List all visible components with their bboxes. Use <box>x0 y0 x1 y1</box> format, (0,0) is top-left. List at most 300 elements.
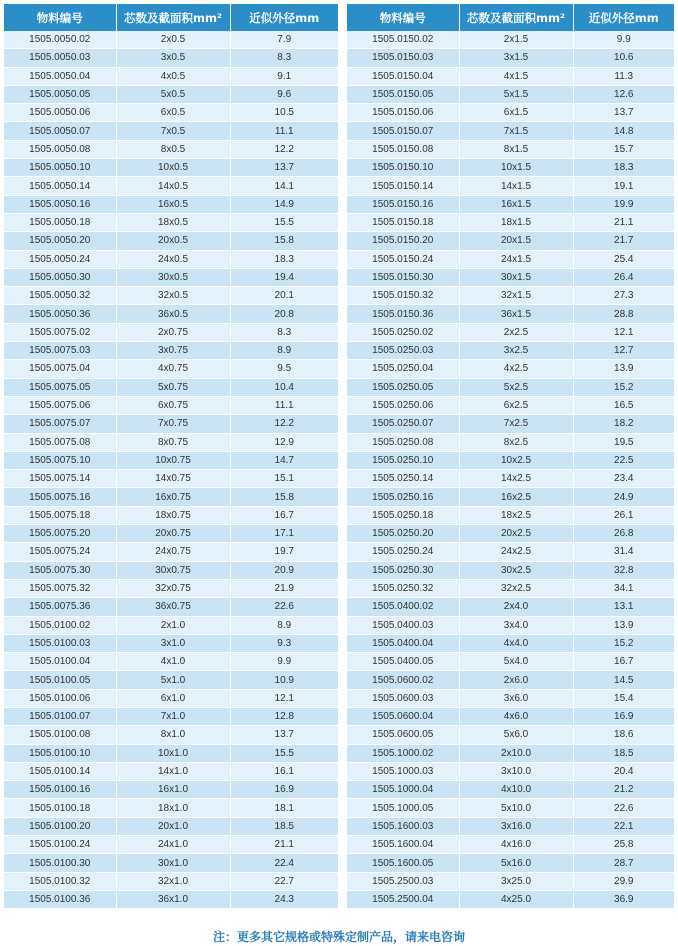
cell-part-number: 1505.0150.18 <box>347 213 459 231</box>
cell-part-number: 1505.0150.20 <box>347 232 459 250</box>
cell-cores-cross-section: 8x0.5 <box>116 140 230 158</box>
cell-outer-diameter: 7.9 <box>230 31 338 49</box>
cell-cores-cross-section: 3x16.0 <box>459 817 573 835</box>
cell-cores-cross-section: 6x2.5 <box>459 396 573 414</box>
cell-cores-cross-section: 24x1.5 <box>459 250 573 268</box>
cell-cores-cross-section: 24x1.0 <box>116 836 230 854</box>
cell-cores-cross-section: 4x10.0 <box>459 781 573 799</box>
cell-cores-cross-section: 8x0.75 <box>116 433 230 451</box>
cell-part-number: 1505.0250.03 <box>347 342 459 360</box>
cell-cores-cross-section: 32x0.75 <box>116 579 230 597</box>
cell-outer-diameter: 11.1 <box>230 396 338 414</box>
cell-outer-diameter: 14.8 <box>573 122 674 140</box>
table-row <box>347 396 674 414</box>
cell-cores-cross-section: 10x0.5 <box>116 159 230 177</box>
cell-outer-diameter: 32.8 <box>573 561 674 579</box>
table-row <box>347 762 674 780</box>
cell-part-number: 1505.0400.02 <box>347 598 459 616</box>
table-row <box>4 122 338 140</box>
cell-outer-diameter: 16.9 <box>573 707 674 725</box>
table-row <box>4 177 338 195</box>
cell-cores-cross-section: 5x16.0 <box>459 854 573 872</box>
cell-part-number: 1505.1000.02 <box>347 744 459 762</box>
table-row <box>347 415 674 433</box>
cell-outer-diameter: 15.1 <box>230 470 338 488</box>
cell-cores-cross-section: 18x2.5 <box>459 506 573 524</box>
table-row <box>347 854 674 872</box>
cell-cores-cross-section: 7x1.5 <box>459 122 573 140</box>
cell-part-number: 1505.0075.18 <box>4 506 116 524</box>
cell-cores-cross-section: 20x1.5 <box>459 232 573 250</box>
cell-part-number: 1505.0100.02 <box>4 616 116 634</box>
cell-cores-cross-section: 30x0.5 <box>116 268 230 286</box>
table-row <box>4 616 338 634</box>
cell-cores-cross-section: 2x2.5 <box>459 323 573 341</box>
cell-outer-diameter: 21.1 <box>230 836 338 854</box>
table-row <box>4 653 338 671</box>
cell-part-number: 1505.0050.06 <box>4 104 116 122</box>
cell-part-number: 1505.1000.05 <box>347 799 459 817</box>
table-row <box>4 213 338 231</box>
cell-part-number: 1505.0250.08 <box>347 433 459 451</box>
cell-outer-diameter: 13.1 <box>573 598 674 616</box>
table-row <box>347 890 674 908</box>
cell-cores-cross-section: 4x16.0 <box>459 836 573 854</box>
cell-cores-cross-section: 4x1.5 <box>459 67 573 85</box>
table-row <box>4 598 338 616</box>
cell-part-number: 1505.0100.14 <box>4 762 116 780</box>
table-row <box>347 49 674 67</box>
table-row <box>347 488 674 506</box>
cell-outer-diameter: 21.2 <box>573 781 674 799</box>
cell-part-number: 1505.0250.18 <box>347 506 459 524</box>
cell-outer-diameter: 27.3 <box>573 287 674 305</box>
cell-part-number: 1505.0100.03 <box>4 634 116 652</box>
cell-outer-diameter: 22.4 <box>230 854 338 872</box>
table-row <box>4 726 338 744</box>
table-row <box>4 415 338 433</box>
cell-outer-diameter: 16.7 <box>230 506 338 524</box>
cell-cores-cross-section: 10x0.75 <box>116 451 230 469</box>
cell-outer-diameter: 8.3 <box>230 323 338 341</box>
cell-outer-diameter: 28.7 <box>573 854 674 872</box>
cell-outer-diameter: 12.6 <box>573 85 674 103</box>
table-row <box>4 195 338 213</box>
cell-cores-cross-section: 2x1.0 <box>116 616 230 634</box>
table-row <box>4 799 338 817</box>
cell-part-number: 1505.0100.24 <box>4 836 116 854</box>
table-row <box>4 287 338 305</box>
table-row <box>347 671 674 689</box>
cell-part-number: 1505.0600.03 <box>347 689 459 707</box>
cell-cores-cross-section: 14x0.5 <box>116 177 230 195</box>
cell-outer-diameter: 21.7 <box>573 232 674 250</box>
cell-outer-diameter: 20.8 <box>230 305 338 323</box>
cell-cores-cross-section: 4x6.0 <box>459 707 573 725</box>
cell-outer-diameter: 19.9 <box>573 195 674 213</box>
table-body-right <box>347 31 674 909</box>
table-row <box>347 159 674 177</box>
cell-cores-cross-section: 6x1.0 <box>116 689 230 707</box>
cell-outer-diameter: 9.3 <box>230 634 338 652</box>
cell-part-number: 1505.1000.03 <box>347 762 459 780</box>
cell-outer-diameter: 22.1 <box>573 817 674 835</box>
cell-part-number: 1505.0150.06 <box>347 104 459 122</box>
table-row <box>347 67 674 85</box>
cell-outer-diameter: 34.1 <box>573 579 674 597</box>
table-row <box>347 360 674 378</box>
header-outer-diameter: 近似外径mm <box>573 4 674 31</box>
cell-part-number: 1505.0050.30 <box>4 268 116 286</box>
cell-part-number: 1505.0150.03 <box>347 49 459 67</box>
cell-outer-diameter: 10.6 <box>573 49 674 67</box>
table-row <box>347 653 674 671</box>
cell-part-number: 1505.0075.05 <box>4 378 116 396</box>
cell-outer-diameter: 26.1 <box>573 506 674 524</box>
cell-outer-diameter: 10.9 <box>230 671 338 689</box>
cell-part-number: 1505.0075.32 <box>4 579 116 597</box>
cell-outer-diameter: 28.8 <box>573 305 674 323</box>
cell-part-number: 1505.0100.36 <box>4 890 116 908</box>
table-row <box>347 561 674 579</box>
cell-part-number: 1505.0075.10 <box>4 451 116 469</box>
cell-outer-diameter: 15.8 <box>230 232 338 250</box>
table-row <box>347 781 674 799</box>
table-row <box>4 689 338 707</box>
table-row <box>4 525 338 543</box>
table-row <box>347 689 674 707</box>
cell-cores-cross-section: 24x2.5 <box>459 543 573 561</box>
table-row <box>4 836 338 854</box>
cell-part-number: 1505.0075.02 <box>4 323 116 341</box>
cell-cores-cross-section: 20x0.5 <box>116 232 230 250</box>
table-header-row <box>347 4 674 31</box>
cell-cores-cross-section: 24x0.75 <box>116 543 230 561</box>
cell-part-number: 1505.0100.32 <box>4 872 116 890</box>
table-row <box>4 488 338 506</box>
spec-table-left <box>4 4 338 909</box>
cell-outer-diameter: 18.3 <box>230 250 338 268</box>
cell-cores-cross-section: 2x0.5 <box>116 31 230 49</box>
cell-cores-cross-section: 18x0.75 <box>116 506 230 524</box>
cell-cores-cross-section: 4x4.0 <box>459 634 573 652</box>
spec-table-right <box>347 4 674 909</box>
table-row <box>4 305 338 323</box>
cell-cores-cross-section: 5x6.0 <box>459 726 573 744</box>
cell-cores-cross-section: 7x2.5 <box>459 415 573 433</box>
cell-cores-cross-section: 3x2.5 <box>459 342 573 360</box>
table-row <box>347 342 674 360</box>
cell-outer-diameter: 15.5 <box>230 213 338 231</box>
cell-part-number: 1505.0050.08 <box>4 140 116 158</box>
cell-outer-diameter: 9.9 <box>573 31 674 49</box>
cell-cores-cross-section: 16x1.0 <box>116 781 230 799</box>
table-row <box>4 762 338 780</box>
cell-outer-diameter: 16.9 <box>230 781 338 799</box>
cell-outer-diameter: 9.6 <box>230 85 338 103</box>
cell-cores-cross-section: 18x1.5 <box>459 213 573 231</box>
cell-part-number: 1505.0100.18 <box>4 799 116 817</box>
table-row <box>4 250 338 268</box>
table-row <box>347 744 674 762</box>
cell-cores-cross-section: 4x0.75 <box>116 360 230 378</box>
header-part-number: 物料编号 <box>347 4 459 31</box>
table-row <box>347 195 674 213</box>
table-row <box>347 451 674 469</box>
table-row <box>347 213 674 231</box>
cell-outer-diameter: 13.9 <box>573 616 674 634</box>
cell-cores-cross-section: 5x10.0 <box>459 799 573 817</box>
table-row <box>347 140 674 158</box>
table-row <box>4 360 338 378</box>
cell-cores-cross-section: 36x0.75 <box>116 598 230 616</box>
cell-part-number: 1505.0050.03 <box>4 49 116 67</box>
table-row <box>347 305 674 323</box>
table-row <box>347 268 674 286</box>
cell-outer-diameter: 12.1 <box>230 689 338 707</box>
cell-part-number: 1505.0250.32 <box>347 579 459 597</box>
cell-cores-cross-section: 5x1.5 <box>459 85 573 103</box>
table-row <box>347 836 674 854</box>
cell-part-number: 1505.0100.05 <box>4 671 116 689</box>
cell-part-number: 1505.2500.04 <box>347 890 459 908</box>
cell-part-number: 1505.0250.24 <box>347 543 459 561</box>
cell-part-number: 1505.0150.02 <box>347 31 459 49</box>
cell-cores-cross-section: 7x0.75 <box>116 415 230 433</box>
cell-cores-cross-section: 14x0.75 <box>116 470 230 488</box>
cell-outer-diameter: 15.7 <box>573 140 674 158</box>
table-row <box>4 854 338 872</box>
cell-cores-cross-section: 10x2.5 <box>459 451 573 469</box>
cell-part-number: 1505.0075.06 <box>4 396 116 414</box>
cell-outer-diameter: 12.2 <box>230 140 338 158</box>
cell-cores-cross-section: 20x1.0 <box>116 817 230 835</box>
cell-cores-cross-section: 24x0.5 <box>116 250 230 268</box>
table-row <box>347 872 674 890</box>
cell-outer-diameter: 19.7 <box>230 543 338 561</box>
cell-outer-diameter: 15.8 <box>230 488 338 506</box>
cell-part-number: 1505.0250.30 <box>347 561 459 579</box>
cell-outer-diameter: 19.4 <box>230 268 338 286</box>
table-row <box>4 31 338 49</box>
cell-outer-diameter: 22.6 <box>573 799 674 817</box>
cell-outer-diameter: 21.9 <box>230 579 338 597</box>
table-row <box>347 85 674 103</box>
cell-outer-diameter: 31.4 <box>573 543 674 561</box>
cell-cores-cross-section: 32x1.0 <box>116 872 230 890</box>
cell-part-number: 1505.0075.04 <box>4 360 116 378</box>
cell-part-number: 1505.0150.05 <box>347 85 459 103</box>
cell-outer-diameter: 25.8 <box>573 836 674 854</box>
cell-outer-diameter: 18.3 <box>573 159 674 177</box>
table-row <box>347 433 674 451</box>
cell-outer-diameter: 16.5 <box>573 396 674 414</box>
table-row <box>347 543 674 561</box>
cell-outer-diameter: 21.1 <box>573 213 674 231</box>
cell-part-number: 1505.0250.02 <box>347 323 459 341</box>
cell-outer-diameter: 15.5 <box>230 744 338 762</box>
table-row <box>347 232 674 250</box>
cell-outer-diameter: 24.3 <box>230 890 338 908</box>
cell-part-number: 1505.0250.20 <box>347 525 459 543</box>
table-row <box>4 634 338 652</box>
cell-part-number: 1505.0250.06 <box>347 396 459 414</box>
cell-part-number: 1505.0050.05 <box>4 85 116 103</box>
cell-cores-cross-section: 30x0.75 <box>116 561 230 579</box>
cell-outer-diameter: 26.4 <box>573 268 674 286</box>
cell-outer-diameter: 12.1 <box>573 323 674 341</box>
cell-outer-diameter: 18.2 <box>573 415 674 433</box>
cell-cores-cross-section: 16x0.75 <box>116 488 230 506</box>
cell-part-number: 1505.1600.04 <box>347 836 459 854</box>
cell-part-number: 1505.0050.24 <box>4 250 116 268</box>
table-row <box>4 470 338 488</box>
cell-part-number: 1505.0075.16 <box>4 488 116 506</box>
cell-part-number: 1505.0600.05 <box>347 726 459 744</box>
cell-cores-cross-section: 4x25.0 <box>459 890 573 908</box>
cell-outer-diameter: 18.5 <box>230 817 338 835</box>
cell-outer-diameter: 22.7 <box>230 872 338 890</box>
header-part-number: 物料编号 <box>4 4 116 31</box>
cell-outer-diameter: 9.1 <box>230 67 338 85</box>
cell-part-number: 1505.0100.07 <box>4 707 116 725</box>
cell-outer-diameter: 24.9 <box>573 488 674 506</box>
table-row <box>4 872 338 890</box>
cell-cores-cross-section: 10x1.5 <box>459 159 573 177</box>
table-header-row <box>4 4 338 31</box>
cell-part-number: 1505.0250.07 <box>347 415 459 433</box>
cell-cores-cross-section: 36x0.5 <box>116 305 230 323</box>
cell-part-number: 1505.0150.10 <box>347 159 459 177</box>
table-row <box>4 104 338 122</box>
cell-cores-cross-section: 2x10.0 <box>459 744 573 762</box>
table-row <box>4 342 338 360</box>
cell-cores-cross-section: 5x0.75 <box>116 378 230 396</box>
table-row <box>347 634 674 652</box>
cell-outer-diameter: 20.9 <box>230 561 338 579</box>
cell-part-number: 1505.0250.10 <box>347 451 459 469</box>
table-row <box>347 817 674 835</box>
table-row <box>347 104 674 122</box>
cell-outer-diameter: 12.9 <box>230 433 338 451</box>
cell-outer-diameter: 29.9 <box>573 872 674 890</box>
table-row <box>4 49 338 67</box>
cell-part-number: 1505.1600.03 <box>347 817 459 835</box>
table-row <box>347 323 674 341</box>
header-cores-cross-section: 芯数及截面积mm² <box>116 4 230 31</box>
cell-cores-cross-section: 3x0.75 <box>116 342 230 360</box>
cell-cores-cross-section: 3x10.0 <box>459 762 573 780</box>
cell-part-number: 1505.0250.05 <box>347 378 459 396</box>
cell-part-number: 1505.0075.36 <box>4 598 116 616</box>
cell-outer-diameter: 18.6 <box>573 726 674 744</box>
cell-part-number: 1505.0050.18 <box>4 213 116 231</box>
cell-outer-diameter: 13.9 <box>573 360 674 378</box>
cell-part-number: 1505.0050.07 <box>4 122 116 140</box>
table-row <box>4 323 338 341</box>
cell-part-number: 1505.0150.36 <box>347 305 459 323</box>
cell-outer-diameter: 12.8 <box>230 707 338 725</box>
cell-cores-cross-section: 18x0.5 <box>116 213 230 231</box>
cell-part-number: 1505.0075.08 <box>4 433 116 451</box>
cell-outer-diameter: 15.2 <box>573 378 674 396</box>
table-row <box>347 726 674 744</box>
table-row <box>4 817 338 835</box>
cell-outer-diameter: 22.5 <box>573 451 674 469</box>
cell-cores-cross-section: 30x1.5 <box>459 268 573 286</box>
cell-outer-diameter: 11.3 <box>573 67 674 85</box>
table-row <box>4 67 338 85</box>
cell-cores-cross-section: 8x1.0 <box>116 726 230 744</box>
cell-part-number: 1505.0050.14 <box>4 177 116 195</box>
table-row <box>347 287 674 305</box>
cell-part-number: 1505.0075.03 <box>4 342 116 360</box>
cell-cores-cross-section: 8x1.5 <box>459 140 573 158</box>
table-row <box>4 232 338 250</box>
table-row <box>347 31 674 49</box>
cell-outer-diameter: 20.4 <box>573 762 674 780</box>
cell-part-number: 1505.0050.36 <box>4 305 116 323</box>
table-row <box>4 159 338 177</box>
cell-cores-cross-section: 8x2.5 <box>459 433 573 451</box>
cell-part-number: 1505.0100.16 <box>4 781 116 799</box>
table-row <box>347 506 674 524</box>
table-row <box>4 378 338 396</box>
cell-cores-cross-section: 4x1.0 <box>116 653 230 671</box>
cell-cores-cross-section: 5x4.0 <box>459 653 573 671</box>
cell-part-number: 1505.0600.02 <box>347 671 459 689</box>
cell-cores-cross-section: 4x2.5 <box>459 360 573 378</box>
cell-outer-diameter: 18.5 <box>573 744 674 762</box>
cell-part-number: 1505.0050.04 <box>4 67 116 85</box>
cell-cores-cross-section: 3x4.0 <box>459 616 573 634</box>
table-row <box>347 579 674 597</box>
table-row <box>4 781 338 799</box>
cell-cores-cross-section: 16x1.5 <box>459 195 573 213</box>
cell-outer-diameter: 26.8 <box>573 525 674 543</box>
table-row <box>347 598 674 616</box>
table-row <box>4 561 338 579</box>
table-row <box>347 707 674 725</box>
cell-part-number: 1505.0075.20 <box>4 525 116 543</box>
cell-cores-cross-section: 32x1.5 <box>459 287 573 305</box>
cell-part-number: 1505.0050.02 <box>4 31 116 49</box>
table-row <box>4 268 338 286</box>
table-row <box>4 707 338 725</box>
table-body-left <box>4 31 338 909</box>
cell-cores-cross-section: 6x1.5 <box>459 104 573 122</box>
table-row <box>347 250 674 268</box>
table-row <box>347 470 674 488</box>
cell-part-number: 1505.0250.14 <box>347 470 459 488</box>
cell-part-number: 1505.0150.14 <box>347 177 459 195</box>
cell-part-number: 1505.0600.04 <box>347 707 459 725</box>
cell-part-number: 1505.0100.20 <box>4 817 116 835</box>
cell-part-number: 1505.0100.10 <box>4 744 116 762</box>
cell-part-number: 1505.0050.20 <box>4 232 116 250</box>
cell-cores-cross-section: 20x0.75 <box>116 525 230 543</box>
cell-cores-cross-section: 2x0.75 <box>116 323 230 341</box>
header-cores-cross-section: 芯数及截面积mm² <box>459 4 573 31</box>
cell-cores-cross-section: 7x0.5 <box>116 122 230 140</box>
cell-part-number: 1505.0050.32 <box>4 287 116 305</box>
cell-part-number: 1505.0100.08 <box>4 726 116 744</box>
cell-cores-cross-section: 30x2.5 <box>459 561 573 579</box>
cell-part-number: 1505.0075.14 <box>4 470 116 488</box>
cell-outer-diameter: 14.1 <box>230 177 338 195</box>
cell-cores-cross-section: 3x0.5 <box>116 49 230 67</box>
cell-outer-diameter: 10.4 <box>230 378 338 396</box>
